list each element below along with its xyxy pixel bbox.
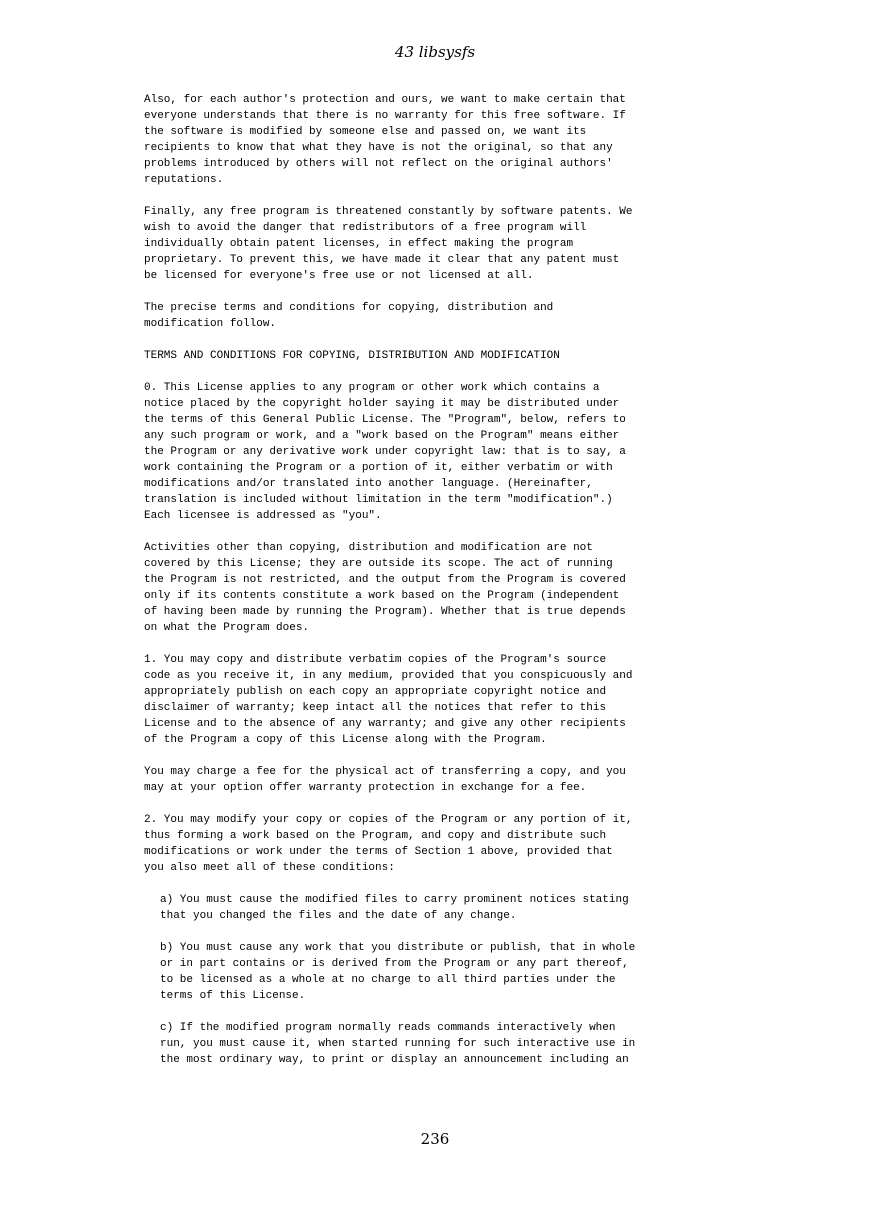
license-paragraph [144, 300, 784, 332]
license-paragraph [144, 92, 784, 188]
text-line: b) You must cause any work that you distribute or publish, that in whole [160, 942, 636, 954]
text-line: The precise terms and conditions for copying, distribution and [144, 302, 554, 314]
text-line: any such program or work, and a "work based on the Program" means either [144, 430, 620, 442]
text-line: modifications or work under the terms of Section 1 above, provided that [144, 846, 613, 858]
text-line: only if its contents constitute a work based on the Program (independent [144, 590, 620, 602]
text-line: of the Program a copy of this License along with the Program. [144, 734, 547, 746]
text-line: Also, for each author's protection and ours, we want to make certain that [144, 94, 626, 106]
license-paragraph [144, 204, 784, 284]
license-subclause [144, 892, 784, 924]
text-line: work containing the Program or a portion of it, either verbatim or with [144, 462, 613, 474]
license-paragraph [144, 348, 784, 364]
license-subclause [144, 1020, 784, 1068]
text-line: the most ordinary way, to print or display an announcement including an [160, 1054, 629, 1066]
text-line: the terms of this General Public License. The "Program", below, refers to [144, 414, 626, 426]
text-line: on what the Program does. [144, 622, 310, 634]
text-line: the Program is not restricted, and the output from the Program is covered [144, 574, 626, 586]
text-line: the software is modified by someone else and passed on, we want its [144, 126, 587, 138]
page-number: 236 [420, 1130, 450, 1148]
running-header-title: 43 libsysfs [394, 43, 476, 61]
text-line: translation is included without limitation in the term "modification".) [144, 494, 613, 506]
text-line: everyone understands that there is no warranty for this free software. If [144, 110, 626, 122]
text-line: to be licensed as a whole at no charge to all third parties under the [160, 974, 616, 986]
text-line: c) If the modified program normally reads commands interactively when [160, 1022, 616, 1034]
text-line: proprietary. To prevent this, we have made it clear that any patent must [144, 254, 620, 266]
text-line: You may charge a fee for the physical act of transferring a copy, and you [144, 766, 626, 778]
text-line: modification follow. [144, 318, 277, 330]
text-line: 2. You may modify your copy or copies of the Program or any portion of it, [144, 814, 633, 826]
text-line: modifications and/or translated into another language. (Hereinafter, [144, 478, 593, 490]
text-line: License and to the absence of any warranty; and give any other recipients [144, 718, 626, 730]
text-line: problems introduced by others will not reflect on the original authors' [144, 158, 613, 170]
text-line: covered by this License; they are outside its scope. The act of running [144, 558, 613, 570]
text-line: 0. This License applies to any program or other work which contains a [144, 382, 600, 394]
text-line: run, you must cause it, when started running for such interactive use in [160, 1038, 636, 1050]
license-text-body [144, 92, 784, 1084]
text-line: may at your option offer warranty protection in exchange for a fee. [144, 782, 587, 794]
text-line: appropriately publish on each copy an appropriate copyright notice and [144, 686, 607, 698]
text-line: notice placed by the copyright holder saying it may be distributed under [144, 398, 620, 410]
text-line: Activities other than copying, distribution and modification are not [144, 542, 593, 554]
text-line: the Program or any derivative work under copyright law: that is to say, a [144, 446, 626, 458]
text-line: that you changed the files and the date of any change. [160, 910, 517, 922]
text-line: wish to avoid the danger that redistributors of a free program will [144, 222, 587, 234]
text-line: 1. You may copy and distribute verbatim copies of the Program's source [144, 654, 607, 666]
license-paragraph [144, 540, 784, 636]
text-line: thus forming a work based on the Program, and copy and distribute such [144, 830, 607, 842]
text-line: a) You must cause the modified files to carry prominent notices stating [160, 894, 629, 906]
license-subclause [144, 940, 784, 1004]
text-line: be licensed for everyone's free use or not licensed at all. [144, 270, 534, 282]
text-line: of having been made by running the Program). Whether that is true depends [144, 606, 626, 618]
text-line: individually obtain patent licenses, in effect making the program [144, 238, 574, 250]
text-line: disclaimer of warranty; keep intact all the notices that refer to this [144, 702, 607, 714]
text-line: Finally, any free program is threatened constantly by software patents. We [144, 206, 633, 218]
text-line: or in part contains or is derived from the Program or any part thereof, [160, 958, 629, 970]
text-line: Each licensee is addressed as "you". [144, 510, 382, 522]
license-paragraph [144, 380, 784, 524]
text-line: code as you receive it, in any medium, provided that you conspicuously and [144, 670, 633, 682]
text-line: TERMS AND CONDITIONS FOR COPYING, DISTRIBUTION AND MODIFICATION [144, 350, 560, 362]
license-paragraph [144, 812, 784, 876]
text-line: terms of this License. [160, 990, 306, 1002]
text-line: you also meet all of these conditions: [144, 862, 395, 874]
text-line: reputations. [144, 174, 224, 186]
license-paragraph [144, 652, 784, 748]
license-paragraph [144, 764, 784, 796]
text-line: recipients to know that what they have is not the original, so that any [144, 142, 613, 154]
